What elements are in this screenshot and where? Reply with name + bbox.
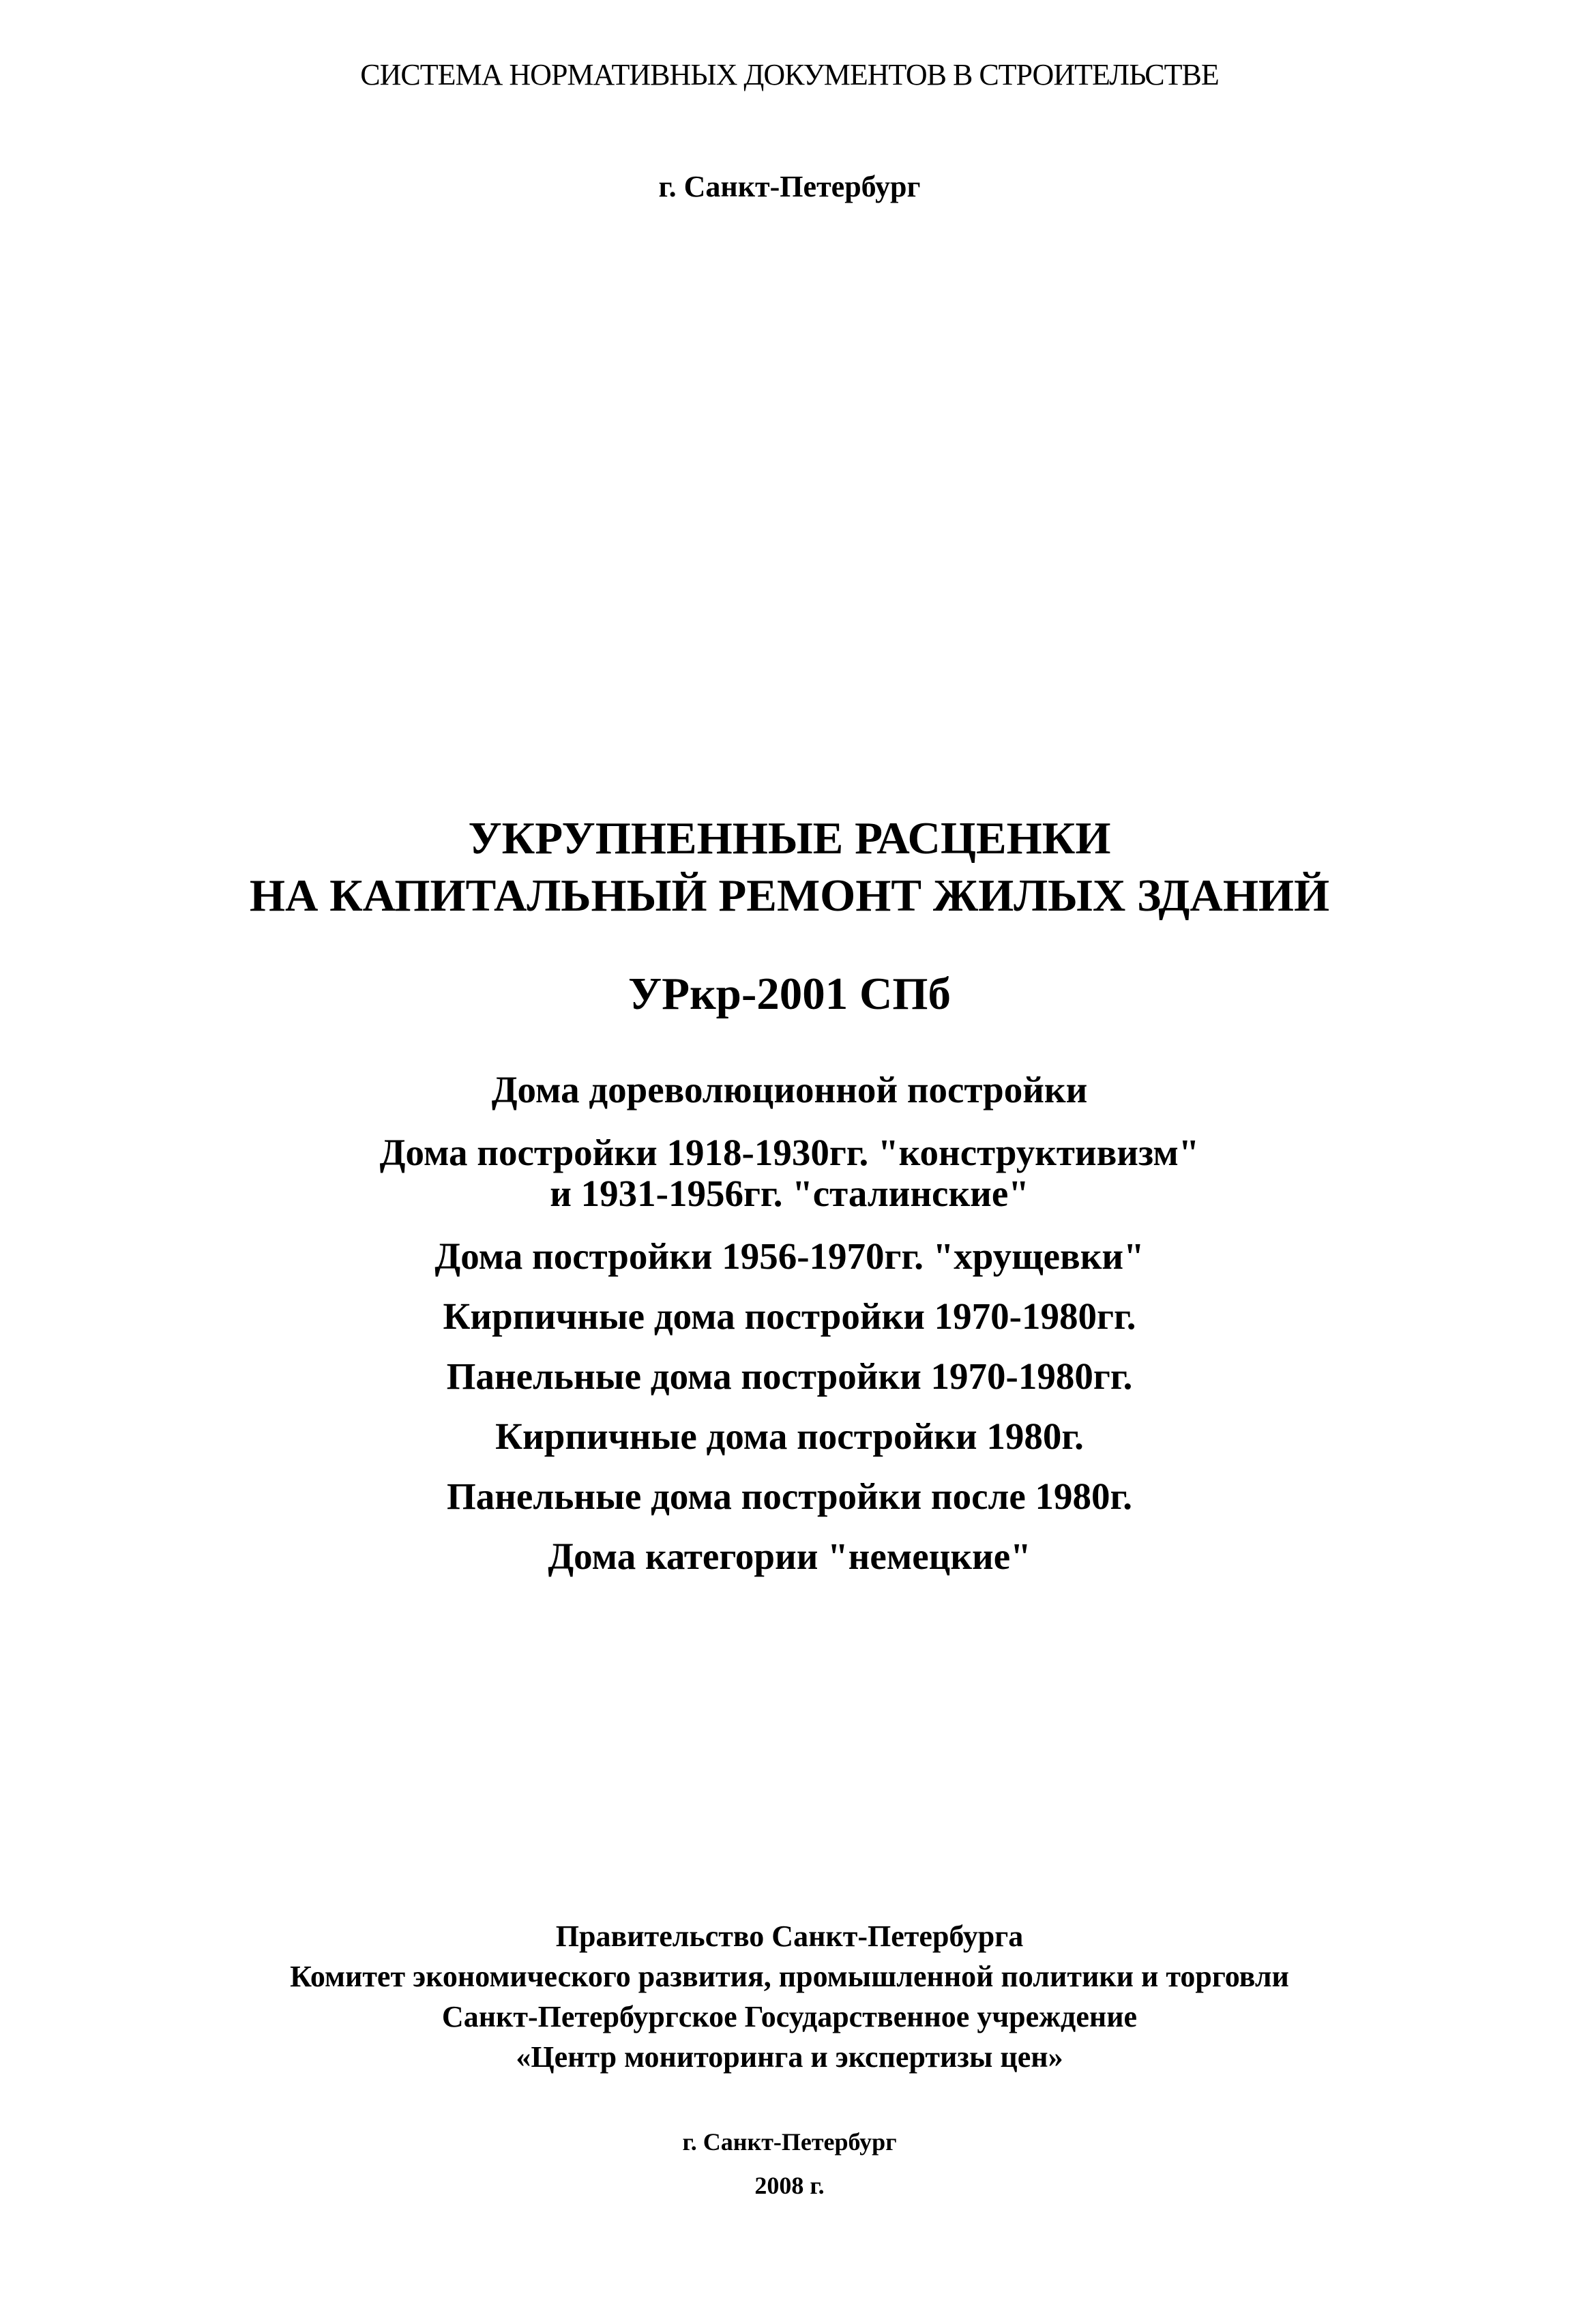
subtitle-prerevolutionary: Дома дореволюционной постройки — [491, 1069, 1088, 1110]
org-government: Правительство Санкт-Петербурга — [555, 1919, 1024, 1953]
series-header: СИСТЕМА НОРМАТИВНЫХ ДОКУМЕНТОВ В СТРОИТЕЛЬСТВЕ — [360, 58, 1219, 91]
subtitle-khrushchevka: Дома постройки 1956-1970гг. "хрущевки" — [434, 1235, 1145, 1277]
subtitle-brick-1980: Кирпичные дома постройки 1980г. — [495, 1415, 1084, 1457]
footer-year: 2008 г. — [754, 2172, 825, 2199]
subtitle-panel-1970-1980: Панельные дома постройки 1970-1980гг. — [446, 1355, 1133, 1397]
subtitle-brick-1970-1980: Кирпичные дома постройки 1970-1980гг. — [443, 1295, 1136, 1337]
document-title-line-1: УКРУПНЕННЫЕ РАСЦЕНКИ — [468, 813, 1111, 864]
subtitle-panel-after-1980: Панельные дома постройки после 1980г. — [446, 1475, 1133, 1517]
document-title-line-2: НА КАПИТАЛЬНЫЙ РЕМОНТ ЖИЛЫХ ЗДАНИЙ — [249, 870, 1330, 921]
footer-city: г. Санкт-Петербург — [682, 2128, 897, 2156]
org-center: «Центр мониторинга и экспертизы цен» — [516, 2040, 1063, 2074]
document-code: УРкр-2001 СПб — [628, 969, 951, 1019]
org-committee: Комитет экономического развития, промышленной политики и торговли — [290, 1960, 1289, 1993]
subtitle-stalinist: и 1931-1956гг. "сталинские" — [550, 1173, 1029, 1214]
org-institution: Санкт-Петербургское Государственное учреждение — [441, 2000, 1138, 2033]
header-city: г. Санкт-Петербург — [658, 170, 921, 203]
subtitle-german: Дома категории "немецкие" — [548, 1535, 1031, 1577]
subtitle-constructivism: Дома постройки 1918-1930гг. "конструктивизм" — [379, 1132, 1200, 1173]
